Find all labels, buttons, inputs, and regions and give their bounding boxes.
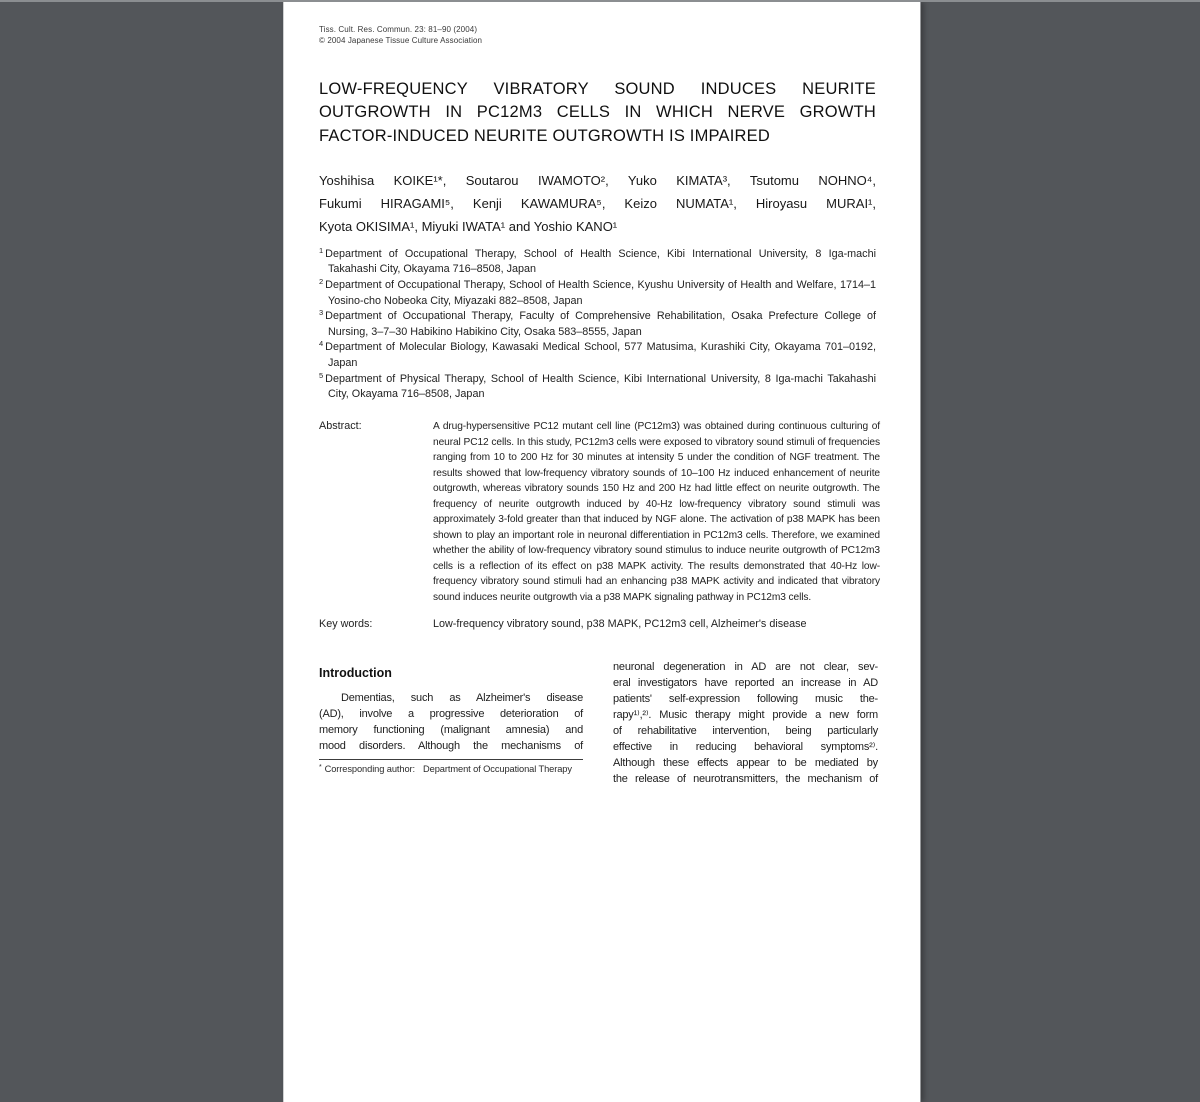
text-line: effective in reducing behavioral symptoms²⁾. [613, 741, 878, 753]
affiliation-marker: 4 [319, 339, 324, 349]
affiliation-text: Department of Occupational Therapy, Faculty of Comprehensive Rehabilitation, Osaka Prefecture College of Nursing, 3–7–30 Habikino Habikino City, Osaka 583–8555, Japan [325, 310, 876, 338]
title-line: FACTOR-INDUCED NEURITE OUTGROWTH IS IMPAIRED [319, 126, 770, 145]
paper-title [319, 78, 876, 148]
affiliation-text: Department of Occupational Therapy, School of Health Science, Kyushu University of Health and Welfare, 1714–1 Yosino-cho Nobeoka City, Miyazaki 882–8508, Japan [325, 279, 876, 307]
title-line: OUTGROWTH IN PC12M3 CELLS IN WHICH NERVE GROWTH [319, 103, 876, 122]
affiliation-item [319, 309, 876, 340]
keywords-text: Low-frequency vibratory sound, p38 MAPK, PC12m3 cell, Alzheimer's disease [433, 618, 807, 630]
authors-line: Yoshihisa KOIKE¹*, Soutarou IWAMOTO², Yuko KIMATA³, Tsutomu NOHNO⁴, [319, 172, 876, 188]
affiliation-text: Department of Molecular Biology, Kawasaki Medical School, 577 Matusima, Kurashiki City, Okayama 701–0192, Japan [325, 341, 876, 370]
text-line: Although these effects appear to be mediated by [613, 757, 878, 769]
text-line: the release of neurotransmitters, the mechanism of [613, 773, 878, 785]
title-line: LOW-FREQUENCY VIBRATORY SOUND INDUCES NEURITE [319, 80, 876, 98]
footnote-divider [319, 759, 583, 760]
affiliation-marker: 1 [319, 245, 324, 255]
abstract-section [319, 419, 880, 633]
affiliation-item [319, 340, 876, 371]
footnote-body: Department of Occupational Therapy [423, 764, 572, 774]
authors-line: Kyota OKISIMA¹, Miyuki IWATA¹ and Yoshio KANO¹ [319, 218, 618, 234]
text-line: eral investigators have reported an increase in AD [613, 677, 878, 689]
text-line: (AD), involve a progressive deterioration of [319, 708, 583, 720]
journal-citation: Tiss. Cult. Res. Commun. 23: 81–90 (2004) [319, 25, 478, 34]
text-line: mood disorders. Although the mechanisms of [319, 740, 583, 752]
keywords-row [319, 617, 876, 633]
authors-block [319, 169, 876, 238]
paper-page [283, 2, 921, 1102]
footnote-marker: * [319, 764, 322, 771]
affiliations-block [319, 247, 876, 403]
authors-line: Fukumi HIRAGAMI⁵, Kenji KAWAMURA⁵, Keizo NUMATA¹, Hiroyasu MURAI¹, [319, 195, 876, 211]
text-line: neuronal degeneration in AD are not clear, sev- [613, 661, 878, 673]
abstract-label: Abstract: [319, 420, 362, 432]
text-line: Dementias, such as Alzheimer's disease [341, 692, 583, 704]
keywords-label: Key words: [319, 618, 373, 630]
introduction-section [319, 659, 878, 787]
abstract-text: A drug-hypersensitive PC12 mutant cell line (PC12m3) was obtained during continuous culturing of neural PC12 cells. In this study, PC12m3 cells were exposed to vibratory sound stimuli of frequencies ranging from 10 to 200 Hz for 30 minutes at intensity 5 under the condition of NGF treatment. The results showed that low-frequency vibratory sounds of 10–100 Hz induced enhancement of neurite outgrowth, whereas vibratory sounds 150 Hz and 200 Hz had little effect on neurite outgrowth. The frequency of neurite outgrowth induced by 40-Hz low-frequency vibratory sound stimuli was approximately 3-fold greater than that induced by NGF alone. The activation of p38 MAPK has been shown to play an important role in neuronal differentiation in PC12m3 cells. Therefore, we examined whether the ability of low-frequency vibratory sound stimulus to induce neurite outgrowth of PC12m3 cells is a reflection of its effect on p38 MAPK activity. The results demonstrated that 40-Hz low-frequency vibratory sound stimuli had an enhancing p38 MAPK activity and indicated that vibratory sound induces neurite outgrowth via a p38 MAPK signaling pathway in PC12m3 cells. [433, 421, 880, 603]
affiliation-marker: 5 [319, 370, 324, 380]
affiliation-text: Department of Physical Therapy, School of Health Science, Kibi International University, 8 Iga-machi Takahashi City, Okayama 716–8508, Japan [325, 372, 876, 401]
intro-right-column [613, 659, 878, 787]
copyright-line: © 2004 Japanese Tissue Culture Association [319, 35, 483, 45]
intro-left-column [319, 659, 583, 787]
affiliation-marker: 2 [319, 277, 324, 287]
abstract-row [319, 419, 880, 605]
text-line: memory functioning (malignant amnesia) and [319, 724, 583, 736]
affiliation-item [319, 278, 876, 309]
viewer-top-edge [0, 0, 1200, 2]
affiliation-item [319, 247, 876, 278]
affiliation-text: Department of Occupational Therapy, School of Health Science, Kibi International University, 8 Iga-machi Takahashi City, Okayama 716–8508, Japan [325, 247, 876, 276]
affiliation-item [319, 372, 876, 403]
text-line: of rehabilitative intervention, being particularly [613, 725, 878, 737]
footnote-text [319, 764, 583, 774]
footnote-label: Corresponding author: [324, 764, 416, 774]
introduction-heading: Introduction [319, 666, 392, 680]
text-line: patients' self-expression following music the- [613, 693, 878, 705]
paper-front-matter [319, 2, 876, 403]
text-line: rapy¹⁾,²⁾. Music therapy might provide a new form [613, 709, 878, 721]
affiliation-marker: 3 [319, 308, 324, 318]
